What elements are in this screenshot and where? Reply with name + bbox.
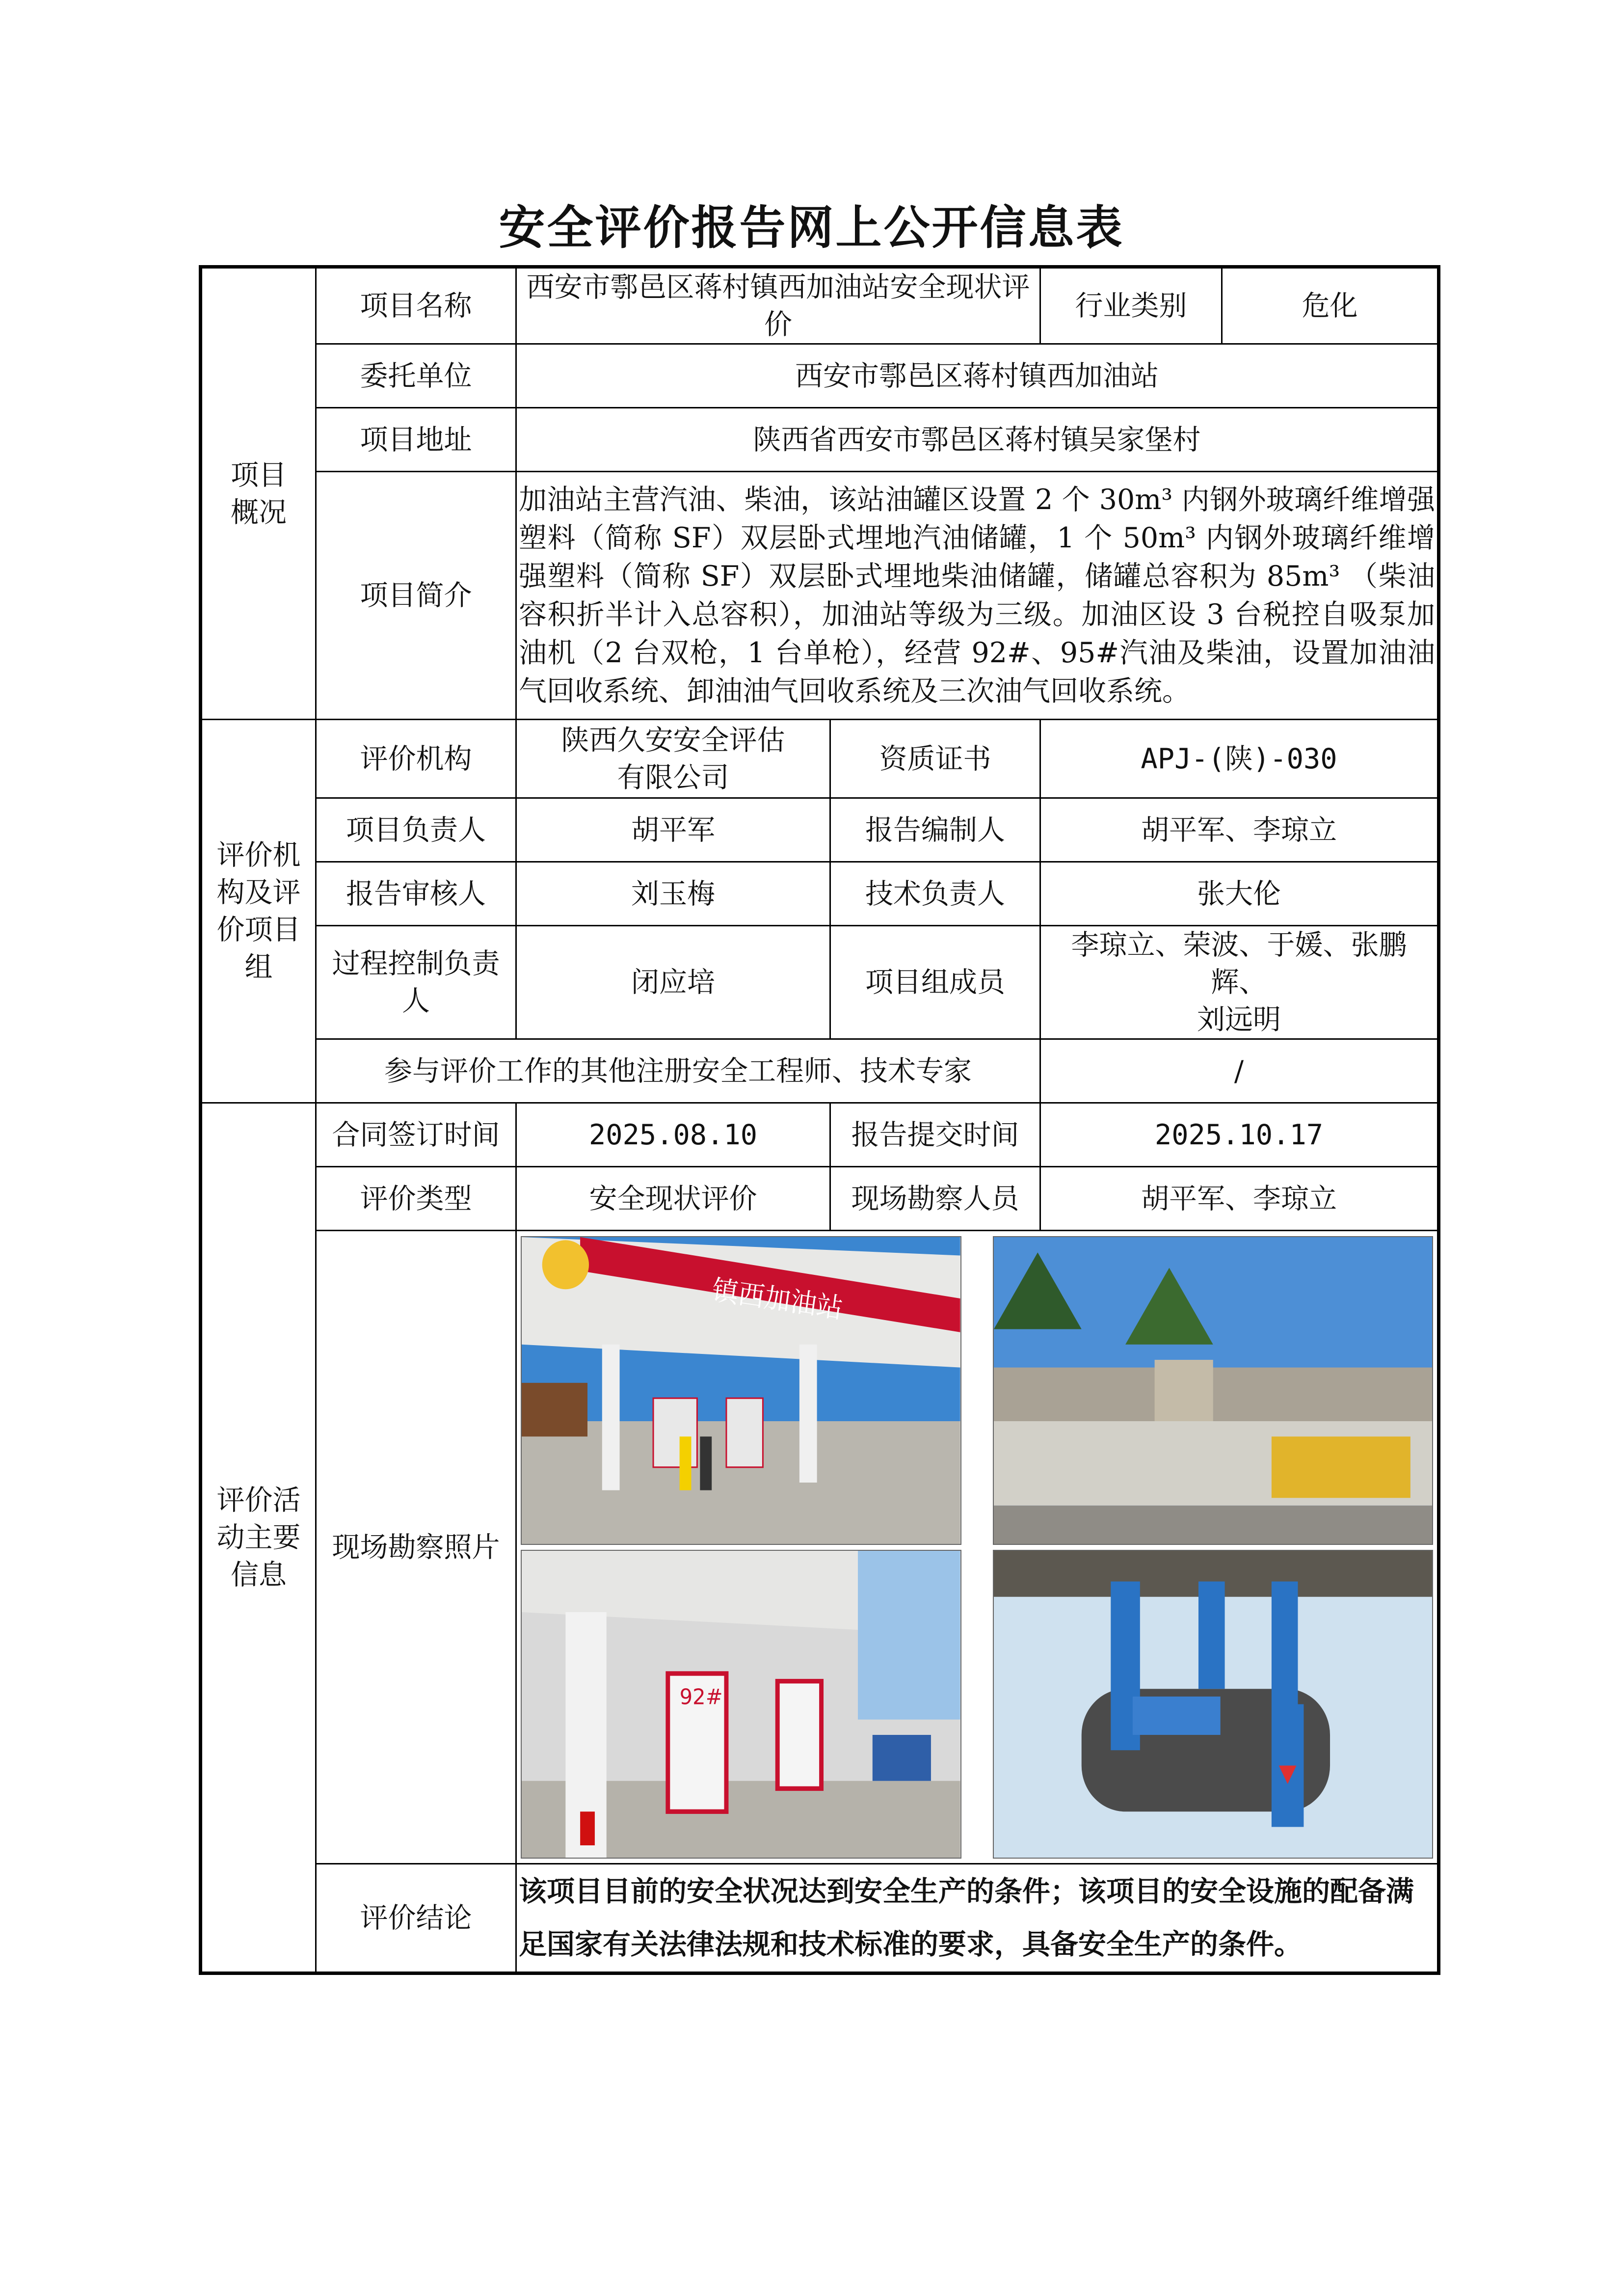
row-dates: [201, 1103, 1439, 1167]
label-process-control: 过程控制负责人: [316, 926, 516, 1039]
dispenser-sign-text: 92#: [679, 1684, 723, 1710]
row-process-control: [201, 926, 1439, 1039]
section-activity: 评价活 动主要 信息: [201, 1103, 316, 1973]
value-submit-date: 2025.10.17: [1040, 1103, 1439, 1167]
label-project-lead: 项目负责人: [316, 798, 516, 862]
site-photo-dispensers: [521, 1550, 961, 1859]
label-contract-date: 合同签订时间: [316, 1103, 516, 1167]
photo-column-left: [521, 1236, 961, 1859]
label-site-inspectors: 现场勘察人员: [830, 1167, 1040, 1231]
row-agency: [201, 720, 1439, 798]
label-agency: 评价机构: [316, 720, 516, 798]
site-photo-tank-well: [993, 1550, 1434, 1859]
label-report-writer: 报告编制人: [830, 798, 1040, 862]
value-report-writer: 胡平军、李琼立: [1040, 798, 1439, 862]
row-project-lead: [201, 798, 1439, 862]
label-industry: 行业类别: [1040, 267, 1222, 344]
canopy-sign-text: 镇西加油站: [710, 1273, 845, 1324]
value-address: 陕西省西安市鄠邑区蒋村镇吴家堡村: [516, 408, 1439, 472]
section-team: 评价机 构及评 价项目 组: [201, 720, 316, 1103]
label-client: 委托单位: [316, 344, 516, 408]
row-reviewer: [201, 862, 1439, 926]
row-eval-type: [201, 1167, 1439, 1231]
row-intro: [201, 472, 1439, 720]
value-project-lead: 胡平军: [516, 798, 830, 862]
label-other-experts: 参与评价工作的其他注册安全工程师、技术专家: [316, 1039, 1040, 1103]
value-project-name: 西安市鄠邑区蒋村镇西加油站安全现状评价: [516, 267, 1040, 344]
label-reviewer: 报告审核人: [316, 862, 516, 926]
value-conclusion: 该项目目前的安全状况达到安全生产的条件；该项目的安全设施的配备满足国家有关法律法规和技术标准的要求，具备安全生产的条件。: [516, 1864, 1439, 1973]
label-intro: 项目简介: [316, 472, 516, 720]
label-members: 项目组成员: [830, 926, 1040, 1039]
section-overview: 项目 概况: [201, 267, 316, 720]
photo-column-right: [993, 1236, 1434, 1859]
value-reviewer: 刘玉梅: [516, 862, 830, 926]
label-tech-lead: 技术负责人: [830, 862, 1040, 926]
label-address: 项目地址: [316, 408, 516, 472]
value-members: 李琼立、荣波、于媛、张鹏辉、 刘远明: [1040, 926, 1439, 1039]
value-other-experts: /: [1040, 1039, 1439, 1103]
row-project-name: [201, 267, 1439, 344]
label-submit-date: 报告提交时间: [830, 1103, 1040, 1167]
value-tech-lead: 张大伦: [1040, 862, 1439, 926]
value-agency: 陕西久安安全评估 有限公司: [516, 720, 830, 798]
photos-cell: [516, 1231, 1439, 1864]
row-conclusion: [201, 1864, 1439, 1973]
page-title: 安全评价报告网上公开信息表: [499, 201, 1124, 255]
label-project-name: 项目名称: [316, 267, 516, 344]
value-site-inspectors: 胡平军、李琼立: [1040, 1167, 1439, 1231]
value-industry: 危化: [1222, 267, 1439, 344]
site-photo-canopy: [521, 1236, 961, 1545]
site-photo-tank-area: [993, 1236, 1434, 1545]
row-photos: [201, 1231, 1439, 1864]
row-address: [201, 408, 1439, 472]
value-eval-type: 安全现状评价: [516, 1167, 830, 1231]
row-other-experts: [201, 1039, 1439, 1103]
value-contract-date: 2025.08.10: [516, 1103, 830, 1167]
label-certificate: 资质证书: [830, 720, 1040, 798]
value-certificate: APJ-(陕)-030: [1040, 720, 1439, 798]
info-table: [199, 265, 1440, 1975]
row-client: [201, 344, 1439, 408]
photo-grid: [521, 1236, 1433, 1859]
label-site-photos: 现场勘察照片: [316, 1231, 516, 1864]
label-conclusion: 评价结论: [316, 1864, 516, 1973]
label-eval-type: 评价类型: [316, 1167, 516, 1231]
value-intro: 加油站主营汽油、柴油，该站油罐区设置 2 个 30m³ 内钢外玻璃纤维增强塑料（简称 SF）双层卧式埋地汽油储罐，1 个 50m³ 内钢外玻璃纤维增强塑料（简称 SF）双层卧式埋地柴油储罐，储罐总容积为 85m³ （柴油容积折半计入总容积），加油站等级为三级。加油区设 3 台税控自吸泵加油机（2 台双枪，1 台单枪），经营 92#、95#汽油及柴油，设置加油油气回收系统、卸油油气回收系统及三次油气回收系统。: [516, 472, 1439, 720]
value-process-control: 闭应培: [516, 926, 830, 1039]
value-client: 西安市鄠邑区蒋村镇西加油站: [516, 344, 1439, 408]
